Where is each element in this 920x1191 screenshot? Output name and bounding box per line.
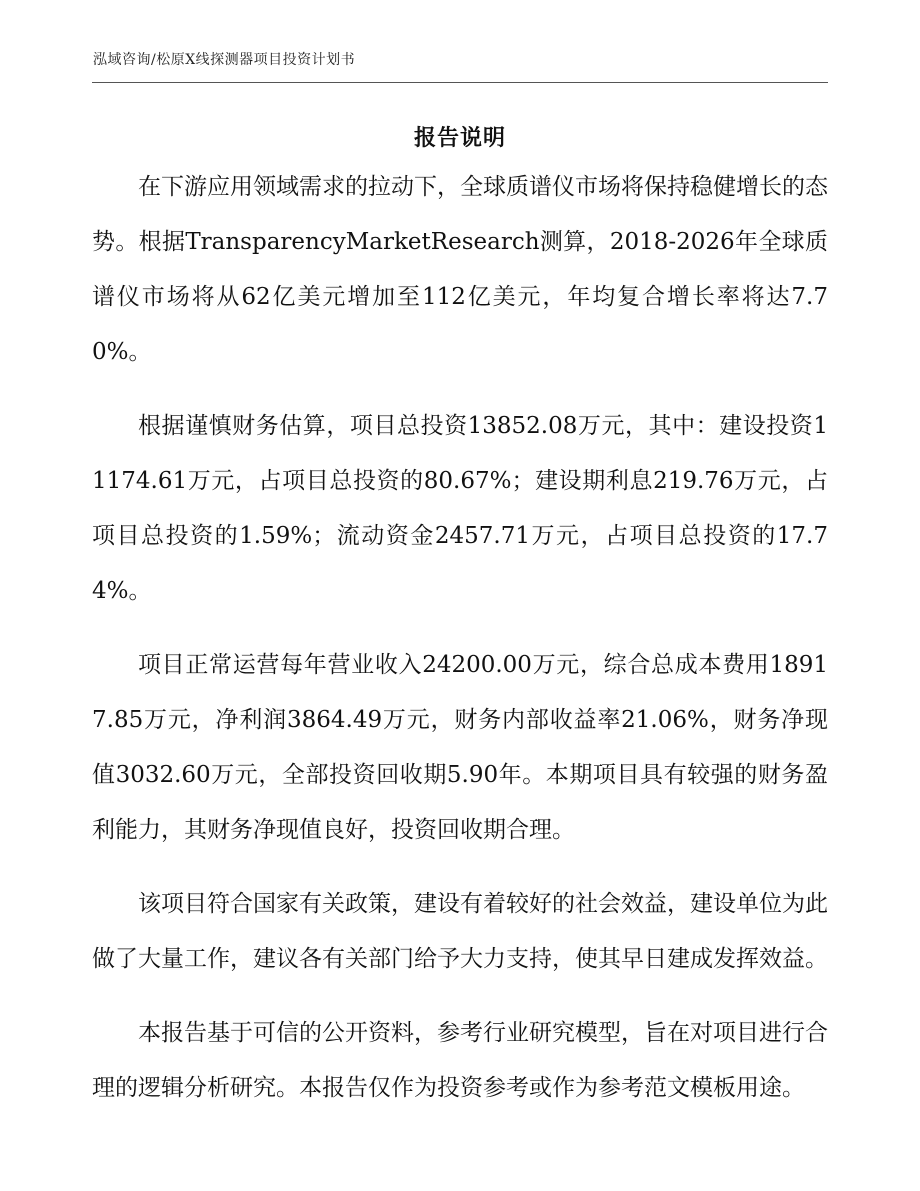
paragraph-financial-returns: 项目正常运营每年营业收入24200.00万元，综合总成本费用18917.85万元，净利润3864.49万元，财务内部收益率21.06%，财务净现值3032.60万元，全部投资回收期5.90年。本期项目具有较强的财务盈利能力，其财务净现值良好，投资回收期合理。 (92, 652, 828, 843)
report-body (92, 160, 828, 1135)
page-title: 报告说明 (413, 125, 506, 151)
paragraph-market-outlook: 在下游应用领域需求的拉动下，全球质谱仪市场将保持稳健增长的态势。根据TransparencyMarketResearch测算，2018-2026年全球质谱仪市场将从62亿美元增加至112亿美元，年均复合增长率将达7.70%。 (92, 174, 828, 365)
header-divider (92, 82, 828, 83)
paragraph-investment-estimate: 根据谨慎财务估算，项目总投资13852.08万元，其中：建设投资11174.61万元，占项目总投资的80.67%；建设期利息219.76万元，占项目总投资的1.59%；流动资金2457.71万元，占项目总投资的17.74%。 (92, 413, 828, 604)
page-header: 泓域咨询/松原X线探测器项目投资计划书 (93, 52, 356, 68)
paragraph-policy-support: 该项目符合国家有关政策，建设有着较好的社会效益，建设单位为此做了大量工作，建议各有关部门给予大力支持，使其早日建成发挥效益。 (92, 891, 828, 972)
paragraph-disclaimer: 本报告基于可信的公开资料，参考行业研究模型，旨在对项目进行合理的逻辑分析研究。本报告仅作为投资参考或作为参考范文模板用途。 (92, 1020, 828, 1101)
